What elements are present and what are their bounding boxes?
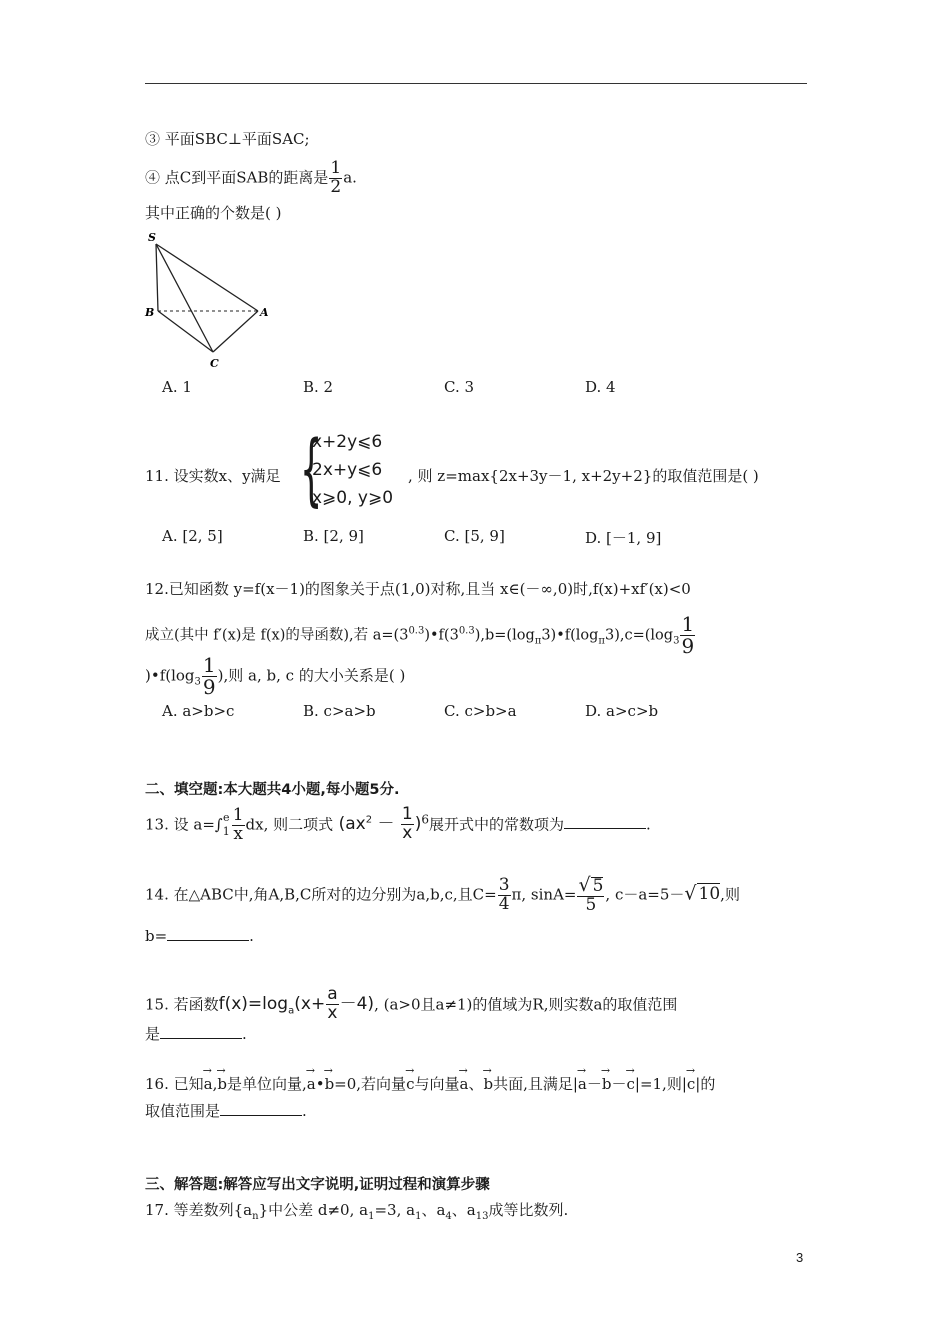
question-17: 17. 等差数列$\{a_n\}$中公差 d≠0, $a_1=3$, $a_1$、$a_4$、$a_{13}$成等比数列.	[145, 1201, 569, 1222]
fraction: $\frac{1}{x}$	[401, 804, 413, 843]
fraction: $\frac{3}{4}$	[498, 875, 510, 914]
section-3-heading: 三、解答题:解答应写出文字说明,证明过程和演算步骤	[145, 1177, 490, 1193]
question-10-prompt: 其中正确的个数是( )	[145, 204, 282, 222]
question-11-stem: 11. 设实数x、y满足	[145, 467, 281, 485]
question-16-line-1: 16. 已知→ a,→ b是单位向量,→ a•→ b=0,若向量→ c与向量→ a、→ b共面,且满足|→ a－→ b－→ c|=1,则|→ c|的	[145, 1073, 715, 1094]
option-c: C. [5, 9]	[444, 527, 505, 545]
vertex-label-a: A	[260, 306, 269, 319]
fraction: $\frac{1}{9}$	[681, 612, 695, 658]
option-b: B. c>a>b	[303, 702, 376, 720]
question-15-line-2: 是 .	[145, 1025, 247, 1043]
question-12-line-1: 12.已知函数 y=f(x－1)的图象关于点(1,0)对称,且当 x∈(－∞,0)时,f(x)+xf′(x)<0	[145, 580, 691, 598]
section-2-heading: 二、填空题:本大题共4小题,每小题5分.	[145, 782, 400, 798]
statement-3: ③ 平面SBC⊥平面SAC;	[145, 130, 310, 148]
page-number: 3	[796, 1250, 804, 1265]
option-a: A. [2, 5]	[162, 527, 223, 545]
header-rule	[145, 83, 807, 84]
vertex-label-c: C	[210, 357, 219, 370]
option-a: A. a>b>c	[162, 702, 235, 720]
option-d: D. 4	[585, 378, 616, 396]
vertex-label-s: S	[148, 231, 156, 244]
option-a: A. 1	[162, 378, 192, 396]
fraction: $\frac{a}{x}$	[327, 984, 338, 1023]
option-c: C. c>b>a	[444, 702, 517, 720]
fraction: $\frac{1}{9}$	[202, 653, 216, 699]
inequality-system: { x+2y⩽6 2x+y⩽6 x⩾0, y⩾0	[300, 425, 394, 515]
answer-blank	[160, 1024, 242, 1039]
question-12-line-2: 成立(其中 f′(x)是 f(x)的导函数),若 $a=(3^{0.3})•f(3^{0.3}),b=(\log_\pi 3)•f(\log_\pi 3),c=(\log_3$ $\frac{1}{9}$	[145, 612, 695, 658]
question-11-tail: , 则 z=max{2x+3y－1, x+2y+2}的取值范围是( )	[408, 467, 759, 485]
option-d: D. [－1, 9]	[585, 529, 662, 547]
vertex-label-b: B	[145, 306, 155, 319]
answer-blank	[167, 926, 249, 941]
question-14-line-1: 14. 在△ABC中,角A,B,C所对的边分别为a,b,c,且C= $\frac{3}{4}$ π, sinA= $\frac{√ 5}{5}$ , c－a=5－√ 10,则	[145, 874, 740, 915]
option-c: C. 3	[444, 378, 475, 396]
fraction: $\frac{1}{x}$	[232, 805, 244, 844]
fraction: $\frac{1}{2}$	[330, 158, 342, 197]
question-15-line-1: 15. 若函数$f(x)=\log_a(x+$ $\frac{a}{x}$ －4), (a>0且a≠1)的值域为R,则实数a的取值范围	[145, 984, 678, 1023]
question-12-line-3: )$•f(\log_3$ $\frac{1}{9}$ ),则 a, b, c 的大小关系是( )	[145, 653, 406, 699]
question-13: 13. 设 a=∫ e 1 $\frac{1}{x}$ dx, 则二项式 ($ax^2$ － $\frac{1}{x}$ )$^6$展开式中的常数项为 .	[145, 804, 651, 844]
fraction: $\frac{√ 5}{5}$	[578, 874, 604, 915]
option-d: D. a>c>b	[585, 702, 659, 720]
option-b: B. 2	[303, 378, 334, 396]
answer-blank	[220, 1101, 302, 1116]
question-16-line-2: 取值范围是 .	[145, 1102, 307, 1120]
question-14-line-2: b= .	[145, 927, 254, 945]
tetrahedron-figure	[140, 228, 280, 373]
answer-blank	[564, 814, 646, 829]
option-b: B. [2, 9]	[303, 527, 364, 545]
statement-4: ④ 点C到平面SAB的距离是 $\frac{1}{2}$ a.	[145, 158, 357, 197]
